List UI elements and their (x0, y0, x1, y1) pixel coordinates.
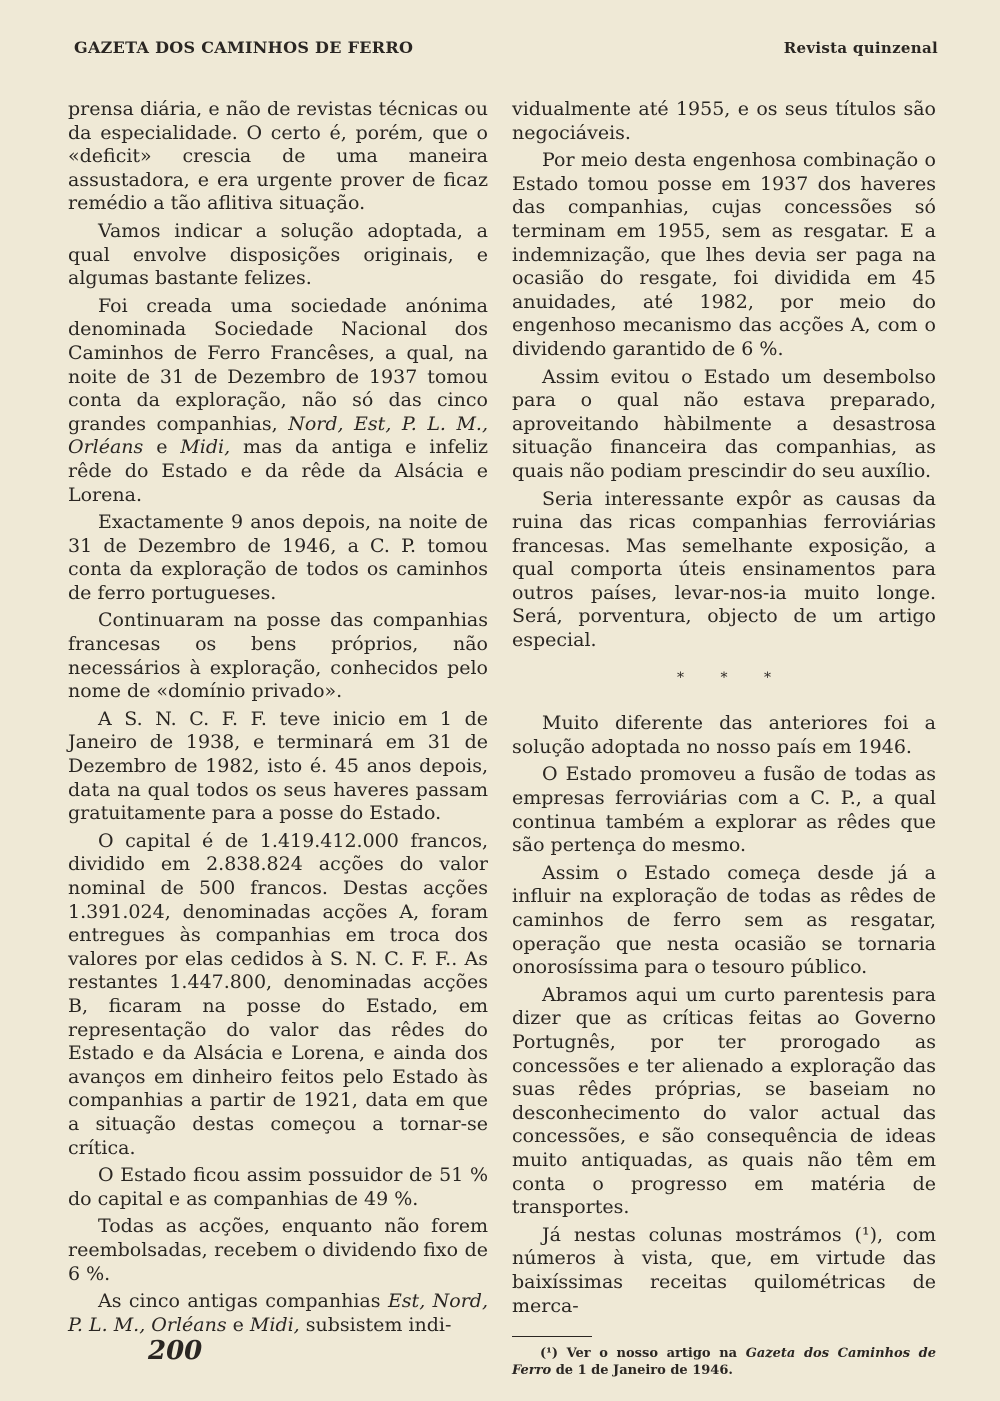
paragraph: Assim evitou o Estado um desembolso para o qual não estava preparado, aproveitando hàbilmente a desastrosa situação financeira das companhias, as quais não podiam prescindir do seu auxílio. (512, 365, 936, 482)
right-column (512, 98, 936, 1379)
italic-text: Gazeta dos Caminhos de Ferro (512, 1346, 936, 1379)
paragraph: prensa diária, e não de revistas técnicas ou da especialidade. O certo é, porém, que o «deficit» crescia de uma maneira assustadora, e era urgente prover de ficaz remédio a tão aflitiva situação. (68, 98, 488, 215)
italic-text: Nord, Est, P. L. M., Orléans (68, 412, 488, 459)
paragraph: Assim o Estado começa desde já a influir na exploração de todas as rêdes de caminhos de ferro sem as resgatar, operação que nesta ocasião se tornaria onorosíssima para o tesouro público. (512, 861, 936, 979)
section-separator: * * * (677, 669, 787, 686)
paragraph: As cinco antigas companhias Est, Nord, P. L. M., Orléans e Midi, subsistem indi- (68, 1290, 489, 1336)
paragraph: Abramos aqui um curto parentesis para dizer que as críticas feitas ao Governo Portugnês, por ter prorogado as concessões e ter alienado a exploração das suas rêdes próprias, se baseiam no desconhecimento do valor actual das concessões, e são consequência de ideas muito antiquadas, as quais não têm em conta o progresso em matéria de transportes. (512, 983, 936, 1219)
italic-text: Midi, (249, 1313, 300, 1336)
paragraph: Foi creada uma sociedade anónima denominada Sociedade Nacional dos Caminhos de Ferro Francêses, a qual, na noite de 31 de Dezembro de 1937 tomou conta da exploração, não só das cinco grandes companhias, Nord, Est, P. L. M., Orléans e Midi, mas da antiga e infeliz rêde do Estado e da rêde da Alsácia e Lorena. (68, 294, 488, 506)
paragraph: Já nestas colunas mostrámos (¹), com números à vista, que, em virtude das baixíssimas receitas quilométricas de merca- (512, 1223, 936, 1317)
paragraph: Exactamente 9 anos depois, na noite de 31 de Dezembro de 1946, a C. P. tomou conta da exploração de todos os caminhos de ferro portugueses. (68, 511, 488, 604)
journal-subtitle: Revista quinzenal (783, 39, 938, 57)
italic-text: Midi, (180, 436, 231, 459)
paragraph: vidualmente até 1955, e os seus títulos são negociáveis. (512, 98, 936, 144)
footnote: (¹) Ver o nosso artigo na Gazeta dos Caminhos de Ferro de 1 de Janeiro de 1946. (512, 1346, 936, 1379)
italic-text: Est, Nord, P. L. M., Orléans (68, 1290, 489, 1336)
journal-title: GAZETA DOS CAMINHOS DE FERRO (74, 38, 414, 57)
running-header (74, 38, 938, 57)
paragraph: A S. N. C. F. F. teve inicio em 1 de Janeiro de 1938, e terminará em 31 de Dezembro de 1982, isto é. 45 anos depois, data na qual todos os seus haveres passam gratuitamente para a posse do Estado. (68, 707, 488, 825)
footnote-divider (512, 1336, 592, 1337)
page-number: 200 (148, 1336, 203, 1366)
paragraph: Todas as acções, enquanto não forem reembolsadas, recebem o dividendo fixo de 6 %. (68, 1215, 488, 1285)
paragraph: Muito diferente das anteriores foi a solução adoptada no nosso país em 1946. (512, 712, 936, 758)
left-column (68, 98, 488, 1341)
paragraph: Seria interessante expôr as causas da ruina das ricas companhias ferroviárias francesas. Mas semelhante exposição, a qual comporta úteis ensinamentos para outros países, levar-nos-ia muito longe. Será, porventura, objecto de um artigo especial. (512, 487, 936, 652)
paragraph: Por meio desta engenhosa combinação o Estado tomou posse em 1937 dos haveres das companhias, cujas concessões só terminam em 1955, sem as resgatar. E a indemnização, que lhes devia ser paga na ocasião do resgate, foi dividida em 45 anuidades, até 1982, por meio do engenhoso mecanismo das acções A, com o dividendo garantido de 6 %. (512, 149, 936, 360)
paragraph: O capital é de 1.419.412.000 francos, dividido em 2.838.824 acções do valor nominal de 500 francos. Destas acções 1.391.024, denominadas acções A, foram entregues às companhias em troca dos valores por elas cedidos à S. N. C. F. F.. As restantes 1.447.800, denominadas acções B, ficaram na posse do Estado, em representação do valor das rêdes do Estado e da Alsácia e Lorena, e ainda dos avanços em dinheiro feitos pelo Estado às companhias a partir de 1921, data em que a situação destas começou a tornar-se crítica. (68, 829, 488, 1159)
paragraph: O Estado ficou assim possuidor de 51 % do capital e as companhias de 49 %. (68, 1164, 488, 1210)
paragraph: Continuaram na posse das companhias francesas os bens próprios, não necessários à exploração, conhecidos pelo nome de «domínio privado». (68, 609, 488, 703)
paragraph: Vamos indicar a solução adoptada, a qual envolve disposições originais, e algumas bastante felizes. (68, 219, 488, 290)
paragraph: O Estado promoveu a fusão de todas as empresas ferroviárias com a C. P., a qual continua também a explorar as rêdes que são pertença do mesmo. (512, 763, 936, 857)
